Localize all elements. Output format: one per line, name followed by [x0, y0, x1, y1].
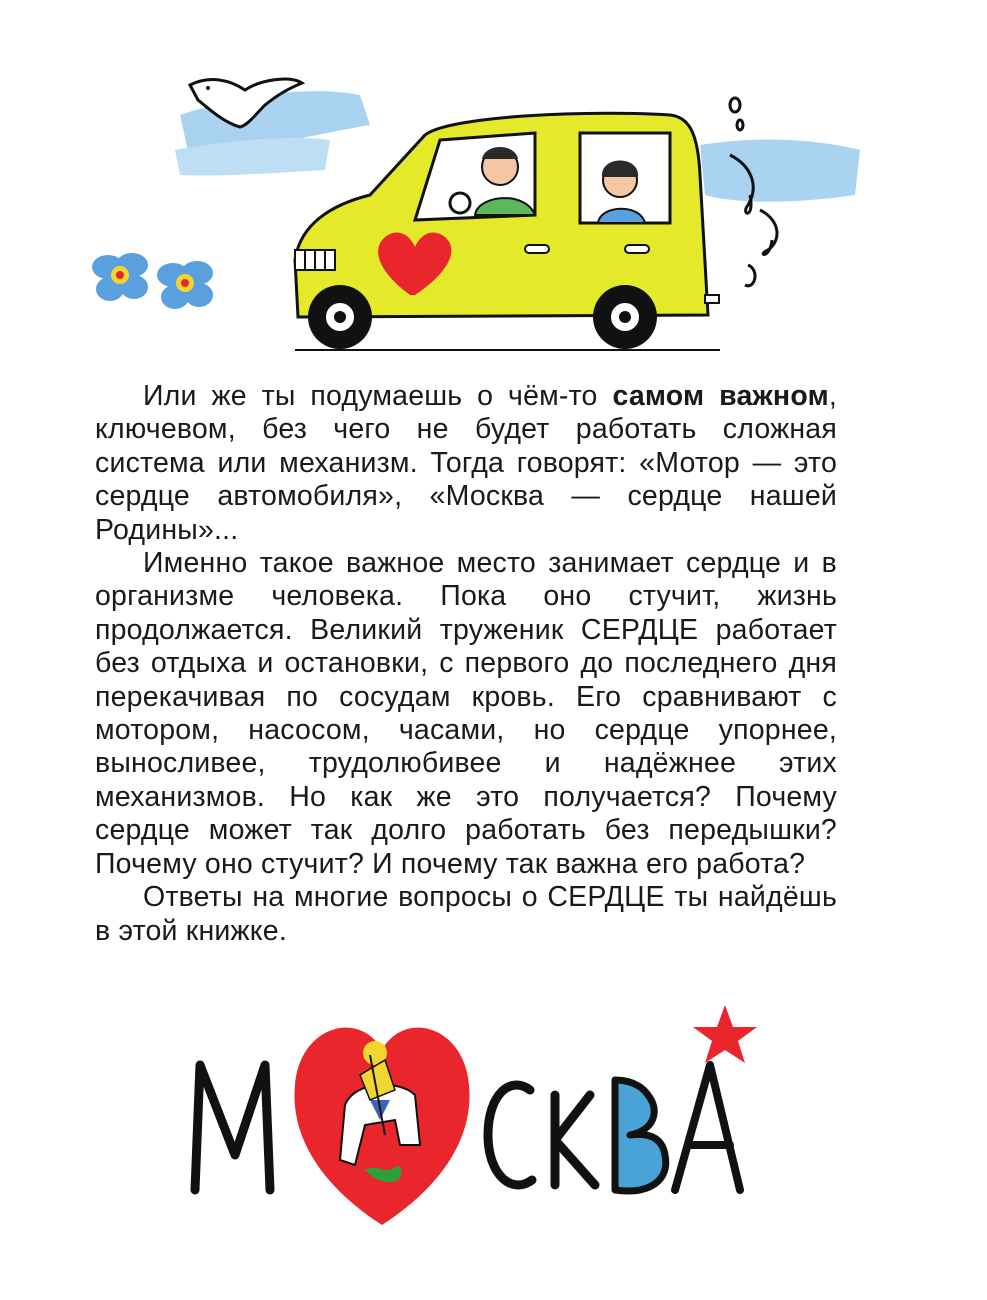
paragraph-3: Ответы на многие вопросы о СЕРДЦЕ ты найдёшь в этой книжке.	[95, 881, 837, 947]
sky-clouds-right	[700, 140, 860, 202]
letter-s	[488, 1085, 532, 1185]
flowers-icon	[92, 253, 213, 309]
car-illustration	[80, 55, 880, 375]
letter-v	[615, 1080, 666, 1191]
paragraph-1-rest: , ключевом, без чего не будет работать сложная система или механизм. Тогда говорят: «Мотор — это сердце автомобиля», «Москва — сердце нашей Родины»...	[95, 380, 837, 546]
paragraph-2: Именно такое важное место занимает сердце и в организме человека. Пока оно стучит, жизнь продолжается. Великий труженик СЕРДЦЕ работает без отдыха и остановки, с первого до последнего дня перекачивая по сосудам кровь. Его сравнивают с мотором, насосом, часами, но сердце упорнее, выносливее, трудолюбивее и надёжнее этих механизмов. Но как же это получается? Почему сердце может так долго работать без передышки? Почему оно стучит? И почему так важна его работа?	[95, 547, 837, 880]
paragraph-1-bold: самом важном	[612, 380, 829, 412]
front-wheel-icon	[308, 285, 372, 349]
article-body	[95, 380, 837, 948]
star-icon	[693, 1005, 757, 1063]
letter-k	[555, 1095, 595, 1185]
paragraph-1-lead: Или же ты подумаешь о чём-то	[143, 380, 613, 412]
moscow-coat-of-arms-heart-icon	[294, 1028, 469, 1225]
letter-a	[675, 1065, 740, 1190]
moscow-lettering	[170, 995, 770, 1235]
car-icon	[295, 113, 720, 350]
letter-m	[195, 1065, 270, 1190]
paragraph-1	[95, 380, 837, 547]
rear-wheel-icon	[593, 285, 657, 349]
